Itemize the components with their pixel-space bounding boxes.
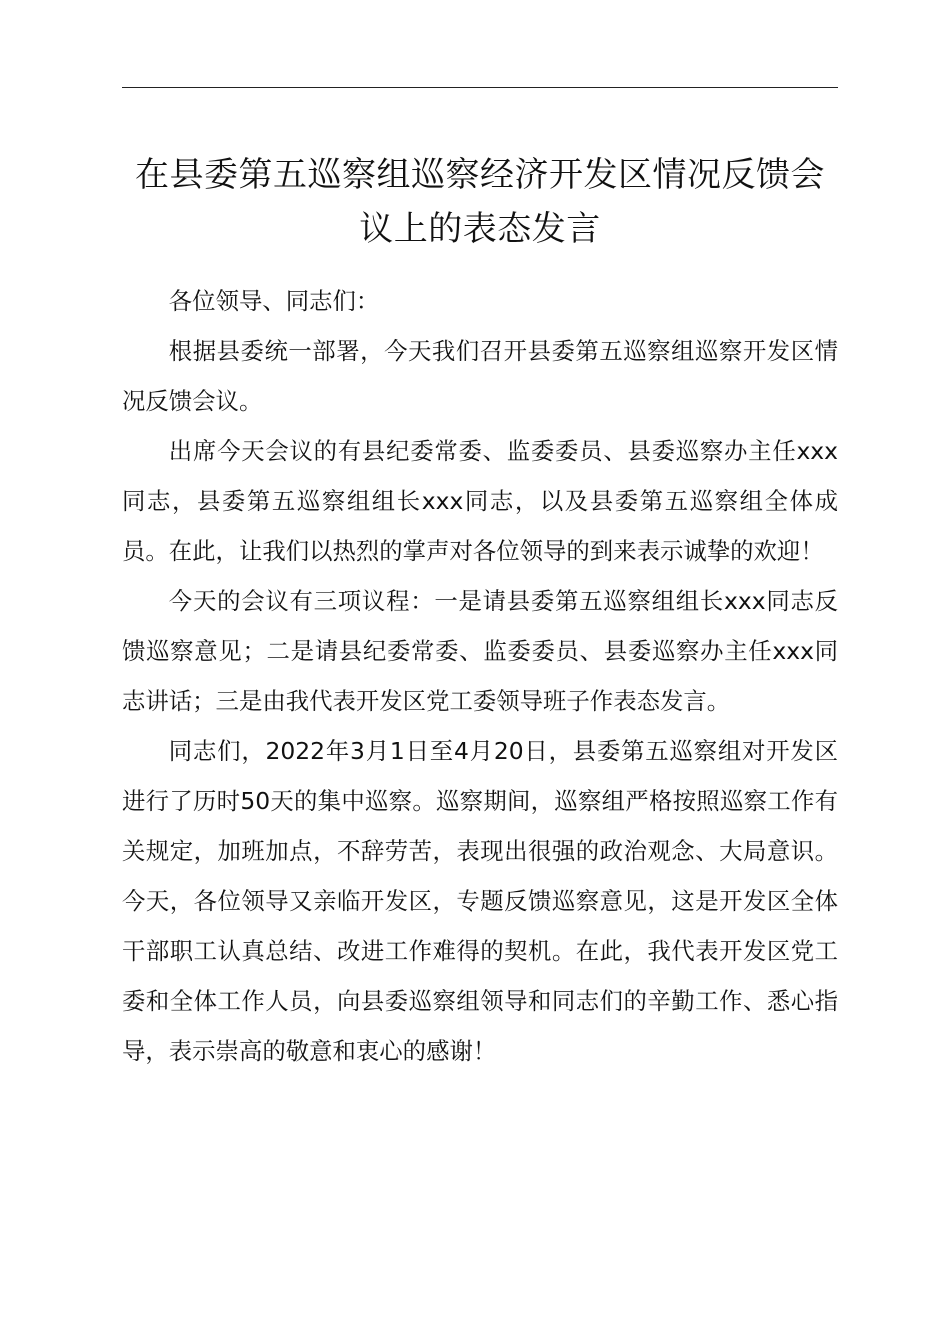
salutation-paragraph: 各位领导、同志们： [168, 287, 380, 315]
body-paragraph: 同志们，2022年3月1日至4月20日，县委第五巡察组对开发区进行了历时50天的集中巡察。巡察期间，巡察组严格按照巡察工作有关规定，加班加点，不辞劳苦，表现出很强的政治观念、大局意识。今天，各位领导又亲临开发区，专题反馈巡察意见，这是开发区全体干部职工认真总结、改进工作难得的契机。在此，我代表开发区党工委和全体工作人员，向县委巡察组领导和同志们的辛勤工作、悉心指导，表示崇高的敬意和衷心的感谢！ [122, 737, 838, 1065]
body-paragraph: 出席今天会议的有县纪委常委、监委委员、县委巡察办主任xxx同志，县委第五巡察组组长xxx同志，以及县委第五巡察组全体成员。在此，让我们以热烈的掌声对各位领导的到来表示诚挚的欢迎！ [122, 437, 838, 565]
document-title: 在县委第五巡察组巡察经济开发区情况反馈会议上的表态发言 [135, 155, 825, 249]
document-body [122, 276, 838, 1076]
header-rule [122, 87, 838, 88]
body-paragraph: 今天的会议有三项议程：一是请县委第五巡察组组长xxx同志反馈巡察意见；二是请县纪委常委、监委委员、县委巡察办主任xxx同志讲话；三是由我代表开发区党工委领导班子作表态发言。 [122, 587, 838, 715]
body-paragraph: 根据县委统一部署，今天我们召开县委第五巡察组巡察开发区情况反馈会议。 [122, 337, 838, 415]
